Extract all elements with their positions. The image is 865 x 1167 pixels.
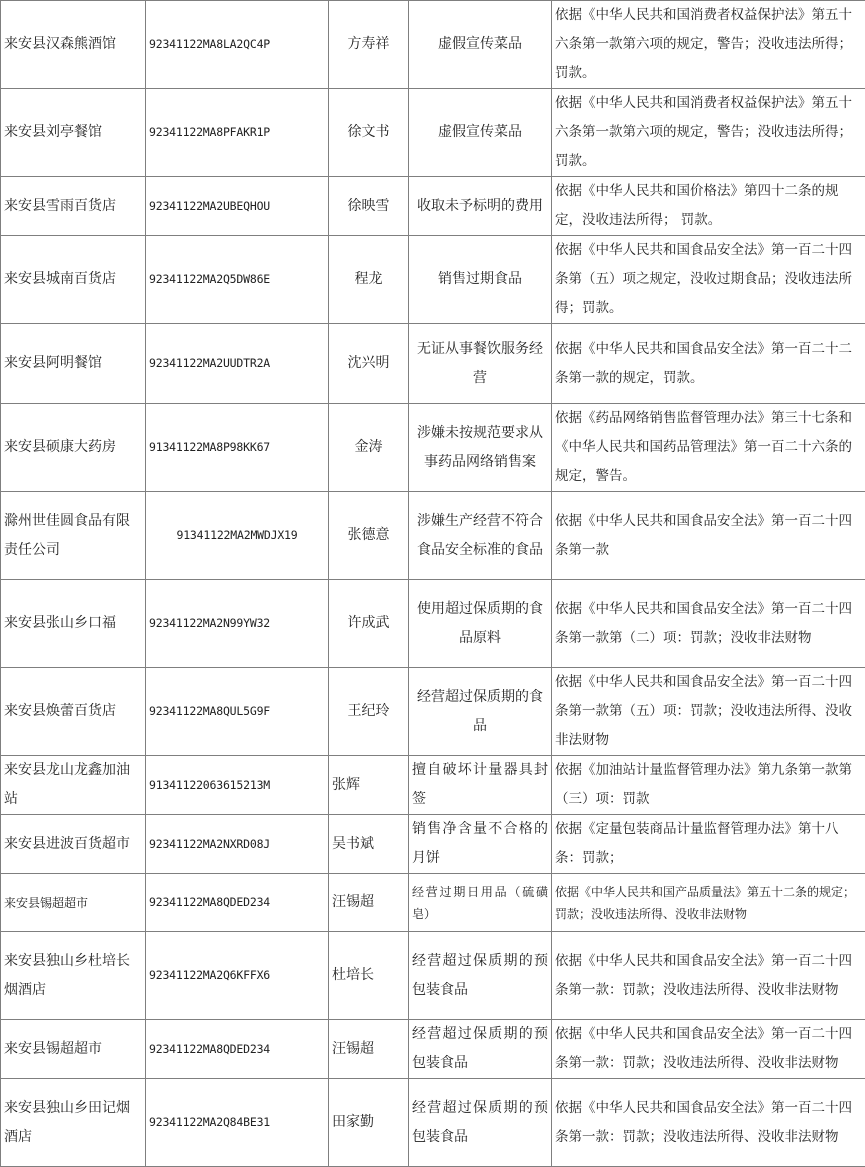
company-name: 来安县张山乡口福	[1, 580, 146, 668]
penalty-basis: 依据《中华人民共和国食品安全法》第一百二十四条第一款：罚款；没收违法所得、没收非法财物	[552, 1079, 865, 1167]
credit-code: 92341122MA2Q84BE31	[146, 1079, 329, 1167]
credit-code: 91341122MA8P98KK67	[146, 404, 329, 492]
company-name: 来安县独山乡杜培长烟酒店	[1, 932, 146, 1020]
table-row	[1, 874, 865, 932]
table-row	[1, 404, 865, 492]
violation-reason: 经营超过保质期的预包装食品	[409, 1020, 552, 1079]
credit-code: 91341122063615213M	[146, 756, 329, 815]
company-name: 来安县进波百货超市	[1, 815, 146, 874]
table-row	[1, 815, 865, 874]
credit-code: 92341122MA2Q6KFFX6	[146, 932, 329, 1020]
legal-person: 张辉	[329, 756, 409, 815]
violation-reason: 虚假宣传菜品	[409, 1, 552, 89]
table-row	[1, 756, 865, 815]
table-row	[1, 324, 865, 404]
violation-reason: 涉嫌未按规范要求从事药品网络销售案	[409, 404, 552, 492]
company-name: 来安县独山乡田记烟酒店	[1, 1079, 146, 1167]
credit-code: 92341122MA2UUDTR2A	[146, 324, 329, 404]
company-name: 来安县锡超超市	[1, 874, 146, 932]
table-row	[1, 1020, 865, 1079]
violation-reason: 涉嫌生产经营不符合食品安全标准的食品	[409, 492, 552, 580]
penalty-basis: 依据《中华人民共和国食品安全法》第一百二十二条第一款的规定，罚款。	[552, 324, 865, 404]
credit-code: 92341122MA8QDED234	[146, 874, 329, 932]
penalty-basis: 依据《中华人民共和国食品安全法》第一百二十四条第一款：罚款；没收违法所得、没收非法财物	[552, 932, 865, 1020]
legal-person: 吴书斌	[329, 815, 409, 874]
credit-code: 92341122MA2Q5DW86E	[146, 236, 329, 324]
credit-code: 91341122MA2MWDJX19	[146, 492, 329, 580]
penalty-basis: 依据《定量包装商品计量监督管理办法》第十八条：罚款；	[552, 815, 865, 874]
credit-code: 92341122MA2NXRD08J	[146, 815, 329, 874]
table-row	[1, 492, 865, 580]
table-row	[1, 89, 865, 177]
credit-code: 92341122MA2UBEQHOU	[146, 177, 329, 236]
penalty-basis: 依据《中华人民共和国食品安全法》第一百二十四条第一款第（五）项：罚款；没收违法所得、没收非法财物	[552, 668, 865, 756]
company-name: 来安县焕蕾百货店	[1, 668, 146, 756]
violation-reason: 使用超过保质期的食品原料	[409, 580, 552, 668]
legal-person: 王纪玲	[329, 668, 409, 756]
penalty-basis: 依据《中华人民共和国消费者权益保护法》第五十六条第一款第六项的规定，警告；没收违法所得；罚款。	[552, 89, 865, 177]
credit-code: 92341122MA8LA2QC4P	[146, 1, 329, 89]
legal-person: 徐文书	[329, 89, 409, 177]
legal-person: 张德意	[329, 492, 409, 580]
table-row	[1, 668, 865, 756]
table-row	[1, 580, 865, 668]
table-row	[1, 236, 865, 324]
penalty-basis: 依据《药品网络销售监督管理办法》第三十七条和《中华人民共和国药品管理法》第一百二十六条的规定，警告。	[552, 404, 865, 492]
legal-person: 方寿祥	[329, 1, 409, 89]
company-name: 来安县雪雨百货店	[1, 177, 146, 236]
table-row	[1, 177, 865, 236]
violation-reason: 销售过期食品	[409, 236, 552, 324]
violation-reason: 擅自破坏计量器具封签	[409, 756, 552, 815]
legal-person: 杜培长	[329, 932, 409, 1020]
legal-person: 金涛	[329, 404, 409, 492]
violation-reason: 收取未予标明的费用	[409, 177, 552, 236]
penalty-basis: 依据《中华人民共和国食品安全法》第一百二十四条第一款第（二）项：罚款；没收非法财物	[552, 580, 865, 668]
company-name: 来安县城南百货店	[1, 236, 146, 324]
penalty-basis: 依据《中华人民共和国食品安全法》第一百二十四条第（五）项之规定，没收过期食品；没收违法所得；罚款。	[552, 236, 865, 324]
company-name: 来安县刘亭餐馆	[1, 89, 146, 177]
penalty-basis: 依据《加油站计量监督管理办法》第九条第一款第（三）项：罚款	[552, 756, 865, 815]
company-name: 滁州世佳圆食品有限责任公司	[1, 492, 146, 580]
violation-reason: 经营超过保质期的食品	[409, 668, 552, 756]
violation-reason: 经营超过保质期的预包装食品	[409, 1079, 552, 1167]
legal-person: 徐映雪	[329, 177, 409, 236]
company-name: 来安县硕康大药房	[1, 404, 146, 492]
violation-reason: 经营超过保质期的预包装食品	[409, 932, 552, 1020]
penalty-basis: 依据《中华人民共和国食品安全法》第一百二十四条第一款：罚款；没收违法所得、没收非法财物	[552, 1020, 865, 1079]
company-name: 来安县汉森熊酒馆	[1, 1, 146, 89]
legal-person: 许成武	[329, 580, 409, 668]
penalty-basis: 依据《中华人民共和国产品质量法》第五十二条的规定；罚款；没收违法所得、没收非法财物	[552, 874, 865, 932]
table-row	[1, 932, 865, 1020]
violation-reason: 无证从事餐饮服务经营	[409, 324, 552, 404]
credit-code: 92341122MA8QUL5G9F	[146, 668, 329, 756]
violation-reason: 销售净含量不合格的月饼	[409, 815, 552, 874]
legal-person: 程龙	[329, 236, 409, 324]
table-row	[1, 1079, 865, 1167]
credit-code: 92341122MA2N99YW32	[146, 580, 329, 668]
legal-person: 田家勤	[329, 1079, 409, 1167]
penalty-basis: 依据《中华人民共和国价格法》第四十二条的规定，没收违法所得； 罚款。	[552, 177, 865, 236]
violation-reason: 虚假宣传菜品	[409, 89, 552, 177]
company-name: 来安县龙山龙鑫加油站	[1, 756, 146, 815]
company-name: 来安县锡超超市	[1, 1020, 146, 1079]
penalty-basis: 依据《中华人民共和国消费者权益保护法》第五十六条第一款第六项的规定，警告；没收违法所得；罚款。	[552, 1, 865, 89]
company-name: 来安县阿明餐馆	[1, 324, 146, 404]
legal-person: 汪锡超	[329, 1020, 409, 1079]
legal-person: 汪锡超	[329, 874, 409, 932]
credit-code: 92341122MA8QDED234	[146, 1020, 329, 1079]
credit-code: 92341122MA8PFAKR1P	[146, 89, 329, 177]
legal-person: 沈兴明	[329, 324, 409, 404]
table-row	[1, 1, 865, 89]
penalty-basis: 依据《中华人民共和国食品安全法》第一百二十四条第一款	[552, 492, 865, 580]
violation-reason: 经营过期日用品（硫磺皂）	[409, 874, 552, 932]
